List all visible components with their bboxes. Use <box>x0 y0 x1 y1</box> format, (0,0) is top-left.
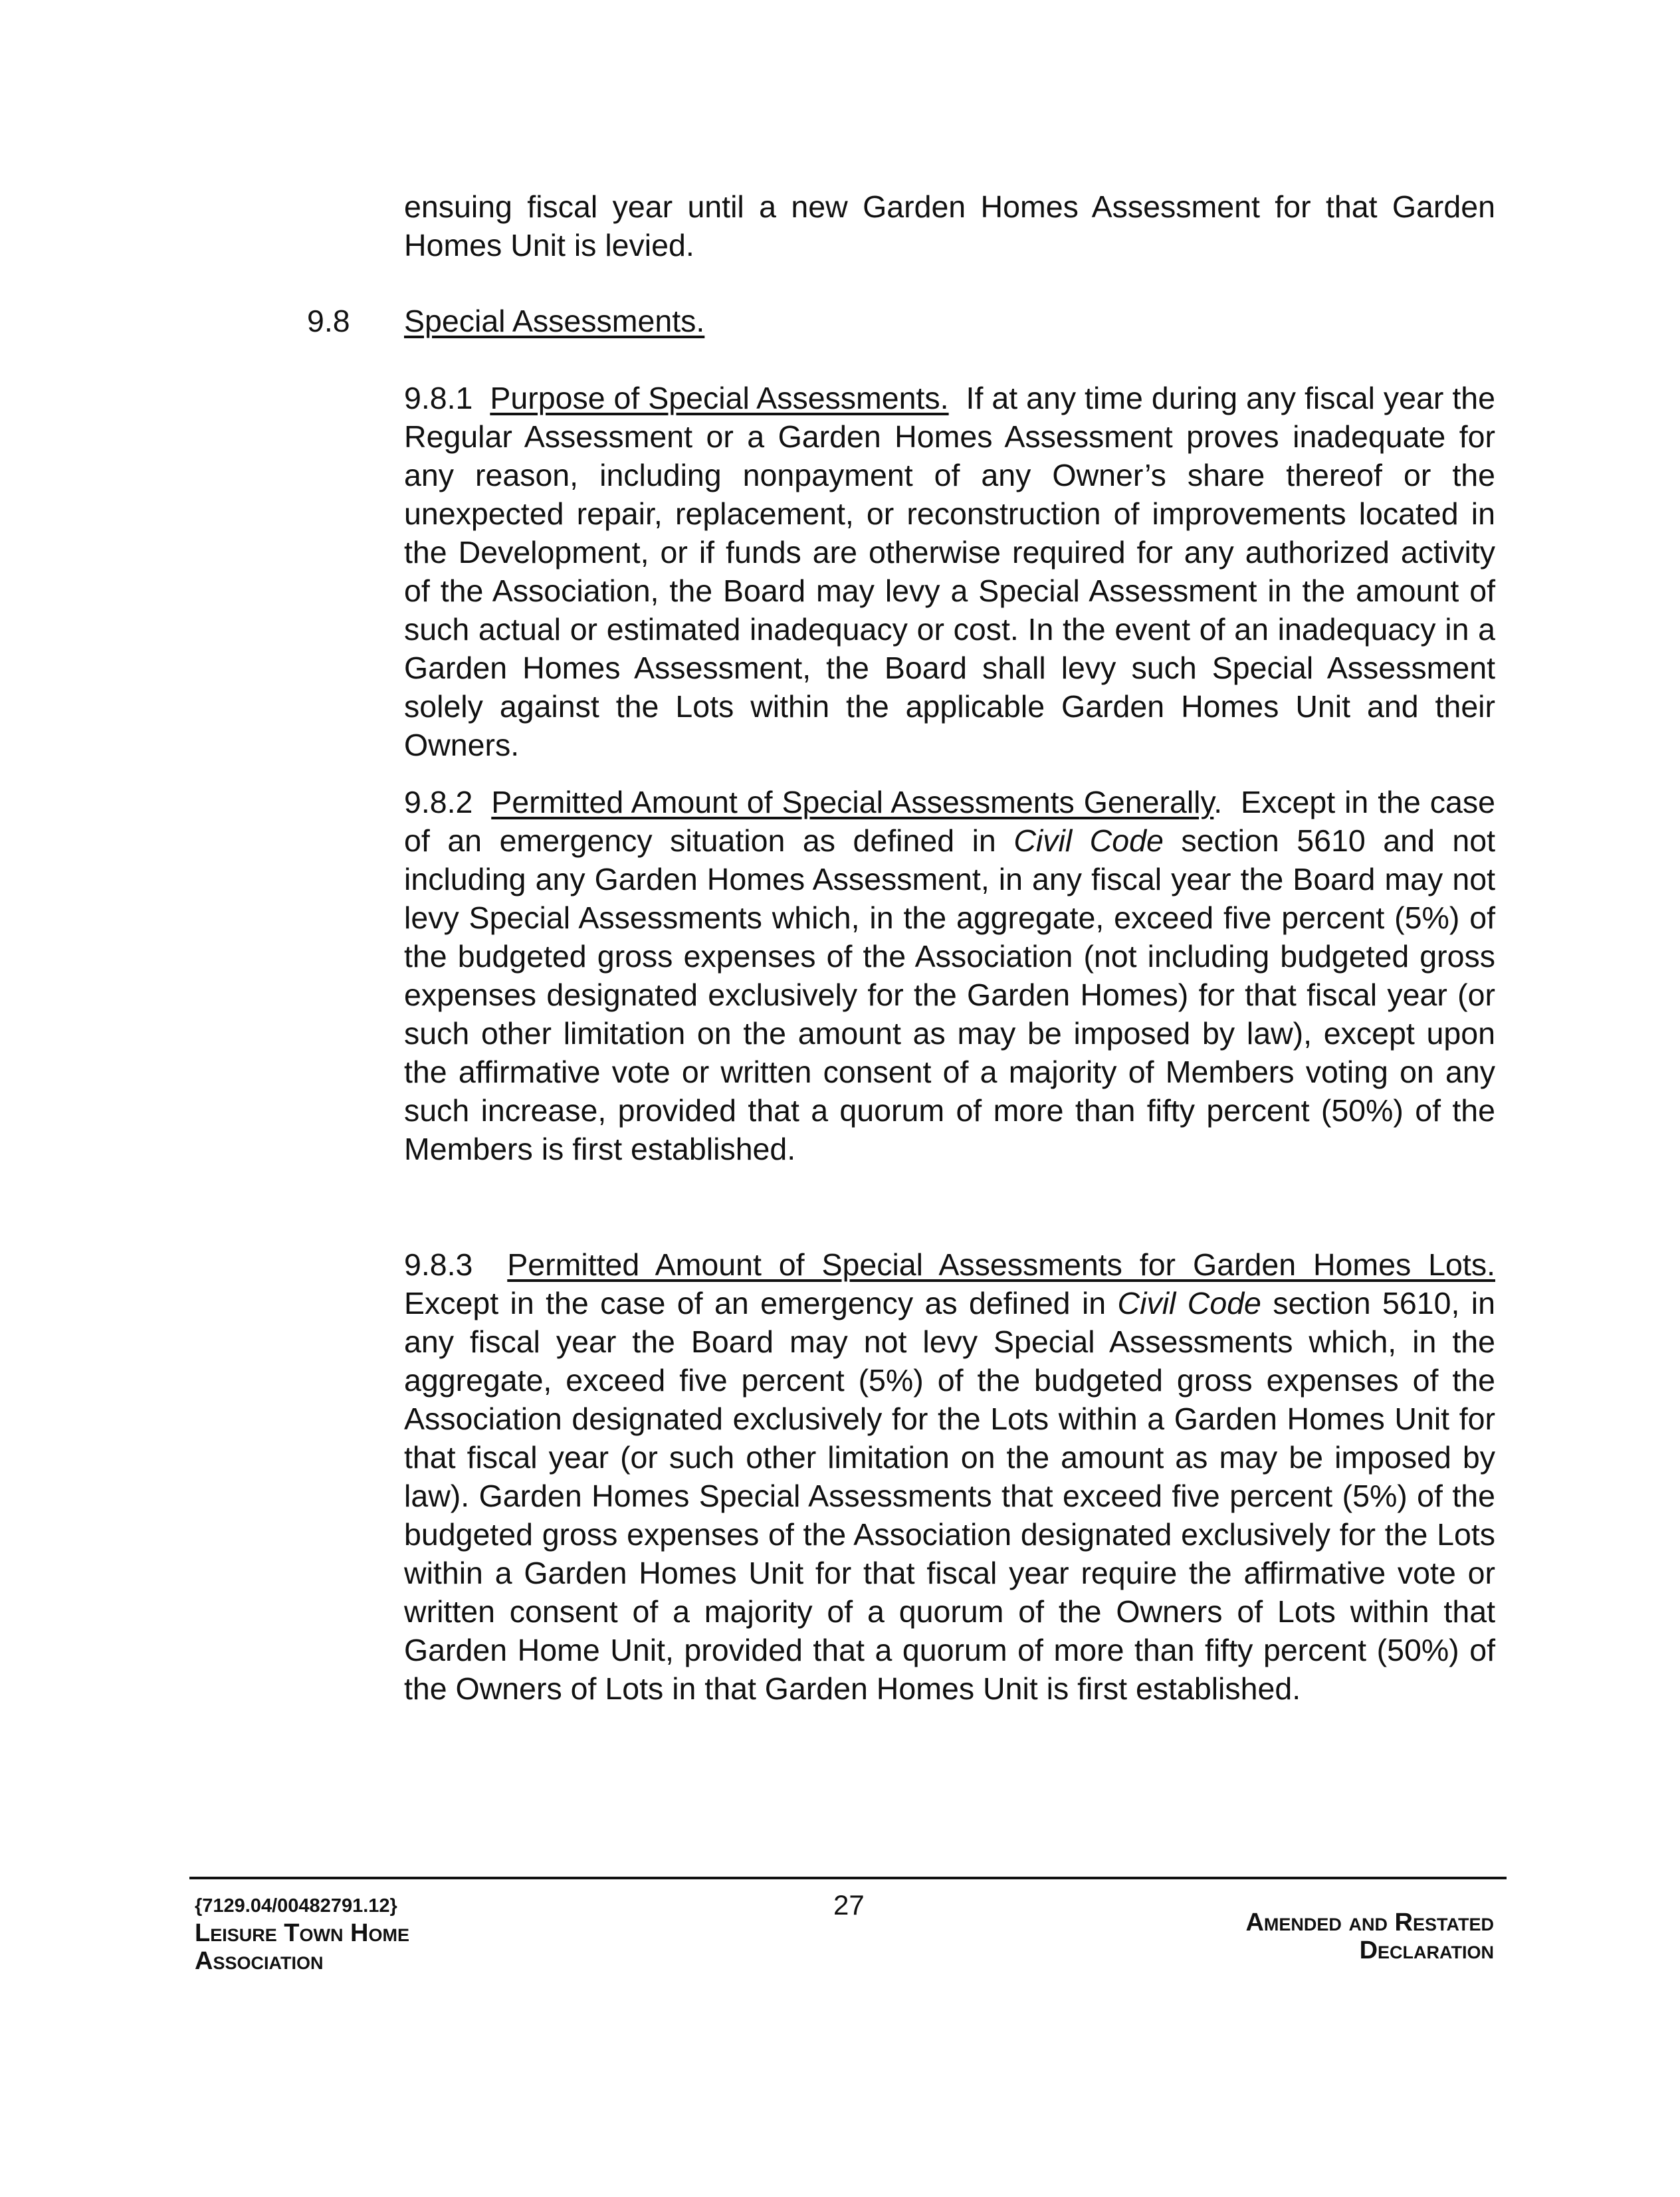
subsection-number: 9.8.2 <box>404 785 473 819</box>
section-number: 9.8 <box>307 304 350 338</box>
subsection-paragraph <box>404 379 1495 764</box>
footer-right <box>1245 1909 1494 1964</box>
section-title-text: Special Assessments. <box>404 304 705 338</box>
subsection-9-8-1 <box>404 379 1495 764</box>
subsection-9-8-3 <box>404 1245 1495 1708</box>
continuation-text: ensuing fiscal year until a new Garden Homes Assessment for that Garden Homes Unit is levied. <box>404 189 1495 262</box>
subsection-body-part: section 5610, in any fiscal year the Board may not levy Special Assessments which, in the aggregate, exceed five percent (5%) of the budgeted gross expenses of the Association designated exclusively for the Lots within a Garden Homes Unit for that fiscal year (or such other limitation on the amount as may be imposed by law). Garden Homes Special Assessments that exceed five percent (5%) of the budgeted gross expenses of the Association designated exclusively for the Lots within a Garden Homes Unit for that fiscal year require the affirmative vote or written consent of a majority of a quorum of the Owners of Lots within that Garden Home Unit, provided that a quorum of more than fifty percent (50%) of the Owners of Lots in that Garden Homes Unit is first established. <box>404 1286 1495 1706</box>
subsection-body-part: Except in the case of an emergency as defined in <box>404 1286 1118 1320</box>
footer-divider <box>189 1877 1507 1879</box>
subsection-paragraph <box>404 1245 1495 1708</box>
statute-reference: Civil Code <box>1117 1286 1261 1320</box>
subsection-body: If at any time during any fiscal year the Regular Assessment or a Garden Homes Assessment proves inadequate for any reason, including nonpayment of any Owner’s share thereof or the unexpected repair, replacement, or reconstruction of improvements located in the Development, or if funds are otherwise required for any authorized activity of the Association, the Board may levy a Special Assessment in the amount of such actual or estimated inadequacy or cost. In the event of an inadequacy in a Garden Homes Assessment, the Board shall levy such Special Assessment solely against the Lots within the applicable Garden Homes Unit and their Owners. <box>404 381 1495 762</box>
document-id: {7129.04/00482791.12} <box>195 1895 397 1917</box>
page-number: 27 <box>833 1889 865 1921</box>
subsection-number: 9.8.3 <box>404 1247 473 1282</box>
footer-left <box>195 1893 409 1975</box>
statute-reference: Civil Code <box>1013 823 1164 858</box>
subsection-title: Permitted Amount of Special Assessments Generally <box>491 785 1214 819</box>
subsection-title: Purpose of Special Assessments. <box>490 381 949 415</box>
document-title-line-2: Declaration <box>1359 1936 1494 1964</box>
organization-name-line-1: Leisure Town Home <box>195 1919 409 1947</box>
subsection-paragraph <box>404 783 1495 1168</box>
continuation-paragraph <box>404 187 1495 264</box>
subsection-body-part: Except in the case of an emergency situation as defined in <box>404 785 1495 858</box>
title-punctuation: . <box>1213 785 1223 819</box>
section-title <box>404 302 704 340</box>
subsection-number: 9.8.1 <box>404 381 473 415</box>
subsection-title: Permitted Amount of Special Assessments for Garden Homes Lots. <box>507 1247 1495 1282</box>
document-title-line-1: Amended and Restated <box>1245 1909 1494 1936</box>
subsection-9-8-2 <box>404 783 1495 1168</box>
subsection-body-part: section 5610 and not including any Garden Homes Assessment, in any fiscal year the Board may not levy Special Assessments which, in the aggregate, exceed five percent (5%) of the budgeted gross expenses of the Association (not including budgeted gross expenses designated exclusively for the Garden Homes) for that fiscal year (or such other limitation on the amount as may be imposed by law), except upon the affirmative vote or written consent of a majority of Members voting on any such increase, provided that a quorum of more than fifty percent (50%) of the Members is first established. <box>404 823 1495 1166</box>
organization-name-line-2: Association <box>195 1947 324 1975</box>
